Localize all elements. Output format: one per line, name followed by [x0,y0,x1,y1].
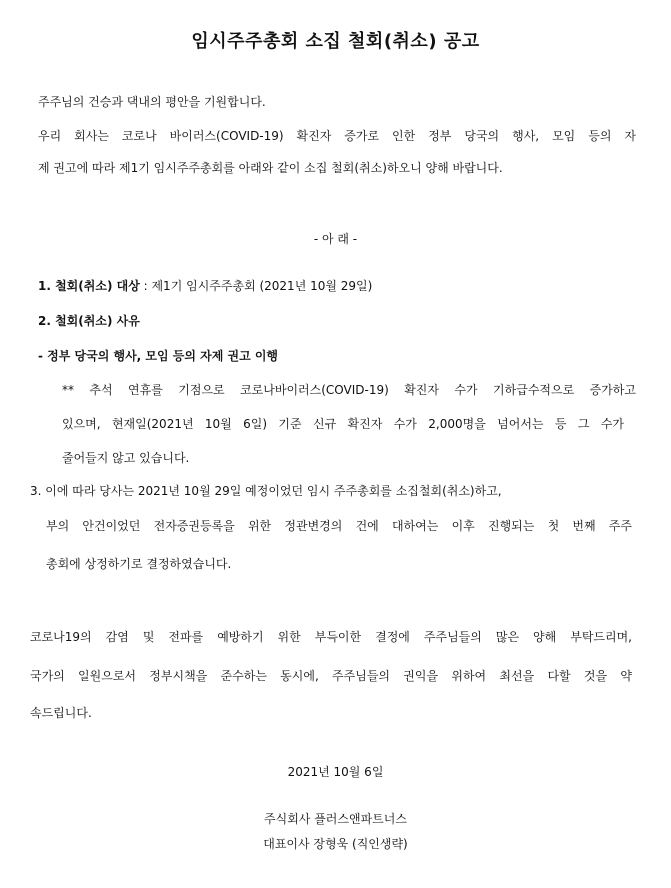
item-1 [38,278,372,294]
representative-signature: 대표이사 장형욱 (직인생략) [263,837,408,851]
item-2-label: 2. 철회(취소) 사유 [38,314,140,328]
item-1-value: : 제1기 임시주주총회 (2021년 10월 29일) [139,279,373,293]
intro-line-1: 우리 회사는 코로나 바이러스(COVID-19) 확진자 증가로 인한 정부 당국의 행사, 모임 등의 자 [38,129,636,143]
item-3-line-3: 총회에 상정하기로 결정하였습니다. [46,557,232,571]
closing-line-2: 국가의 일원으로서 정부시책을 준수하는 동시에, 주주님들의 권익을 위하여 최선을 다할 것을 약 [30,669,632,683]
greeting-text: 주주님의 건승과 댁내의 평안을 기원합니다. [38,95,266,109]
item-3-line-1: 3. 이에 따라 당사는 2021년 10월 29일 예정이었던 임시 주주총회를 소집철회(취소)하고, [30,484,502,498]
notice-title: 임시주주총회 소집 철회(취소) 공고 [191,31,480,52]
intro-line-2: 제 권고에 따라 제1기 임시주주총회를 아래와 같이 소집 철회(취소)하오니 양해 바랍니다. [38,161,503,175]
reason-heading: - 정부 당국의 행사, 모임 등의 자제 권고 이행 [38,349,279,363]
notice-date: 2021년 10월 6일 [287,765,384,779]
item-1-label: 1. 철회(취소) 대상 [38,279,140,293]
closing-line-1: 코로나19의 감염 및 전파를 예방하기 위한 부득이한 결정에 주주님들의 많은 양해 부탁드리며, [30,630,632,644]
closing-line-3: 속드립니다. [30,706,92,720]
reason-detail-line-3: 줄어들지 않고 있습니다. [62,451,190,465]
separator-heading: - 아 래 - [313,232,358,246]
reason-detail-line-1: ** 추석 연휴를 기점으로 코로나바이러스(COVID-19) 확진자 수가 기하급수적으로 증가하고 [62,383,636,397]
reason-detail-line-2: 있으며, 현재일(2021년 10월 6일) 기준 신규 확진자 수가 2,000명을 넘어서는 등 그 수가 [62,417,624,431]
company-name: 주식회사 플러스앤파트너스 [264,812,407,826]
item-3-line-2: 부의 안건이었던 전자증권등록을 위한 정관변경의 건에 대하여는 이후 진행되는 첫 번째 주주 [46,519,632,533]
